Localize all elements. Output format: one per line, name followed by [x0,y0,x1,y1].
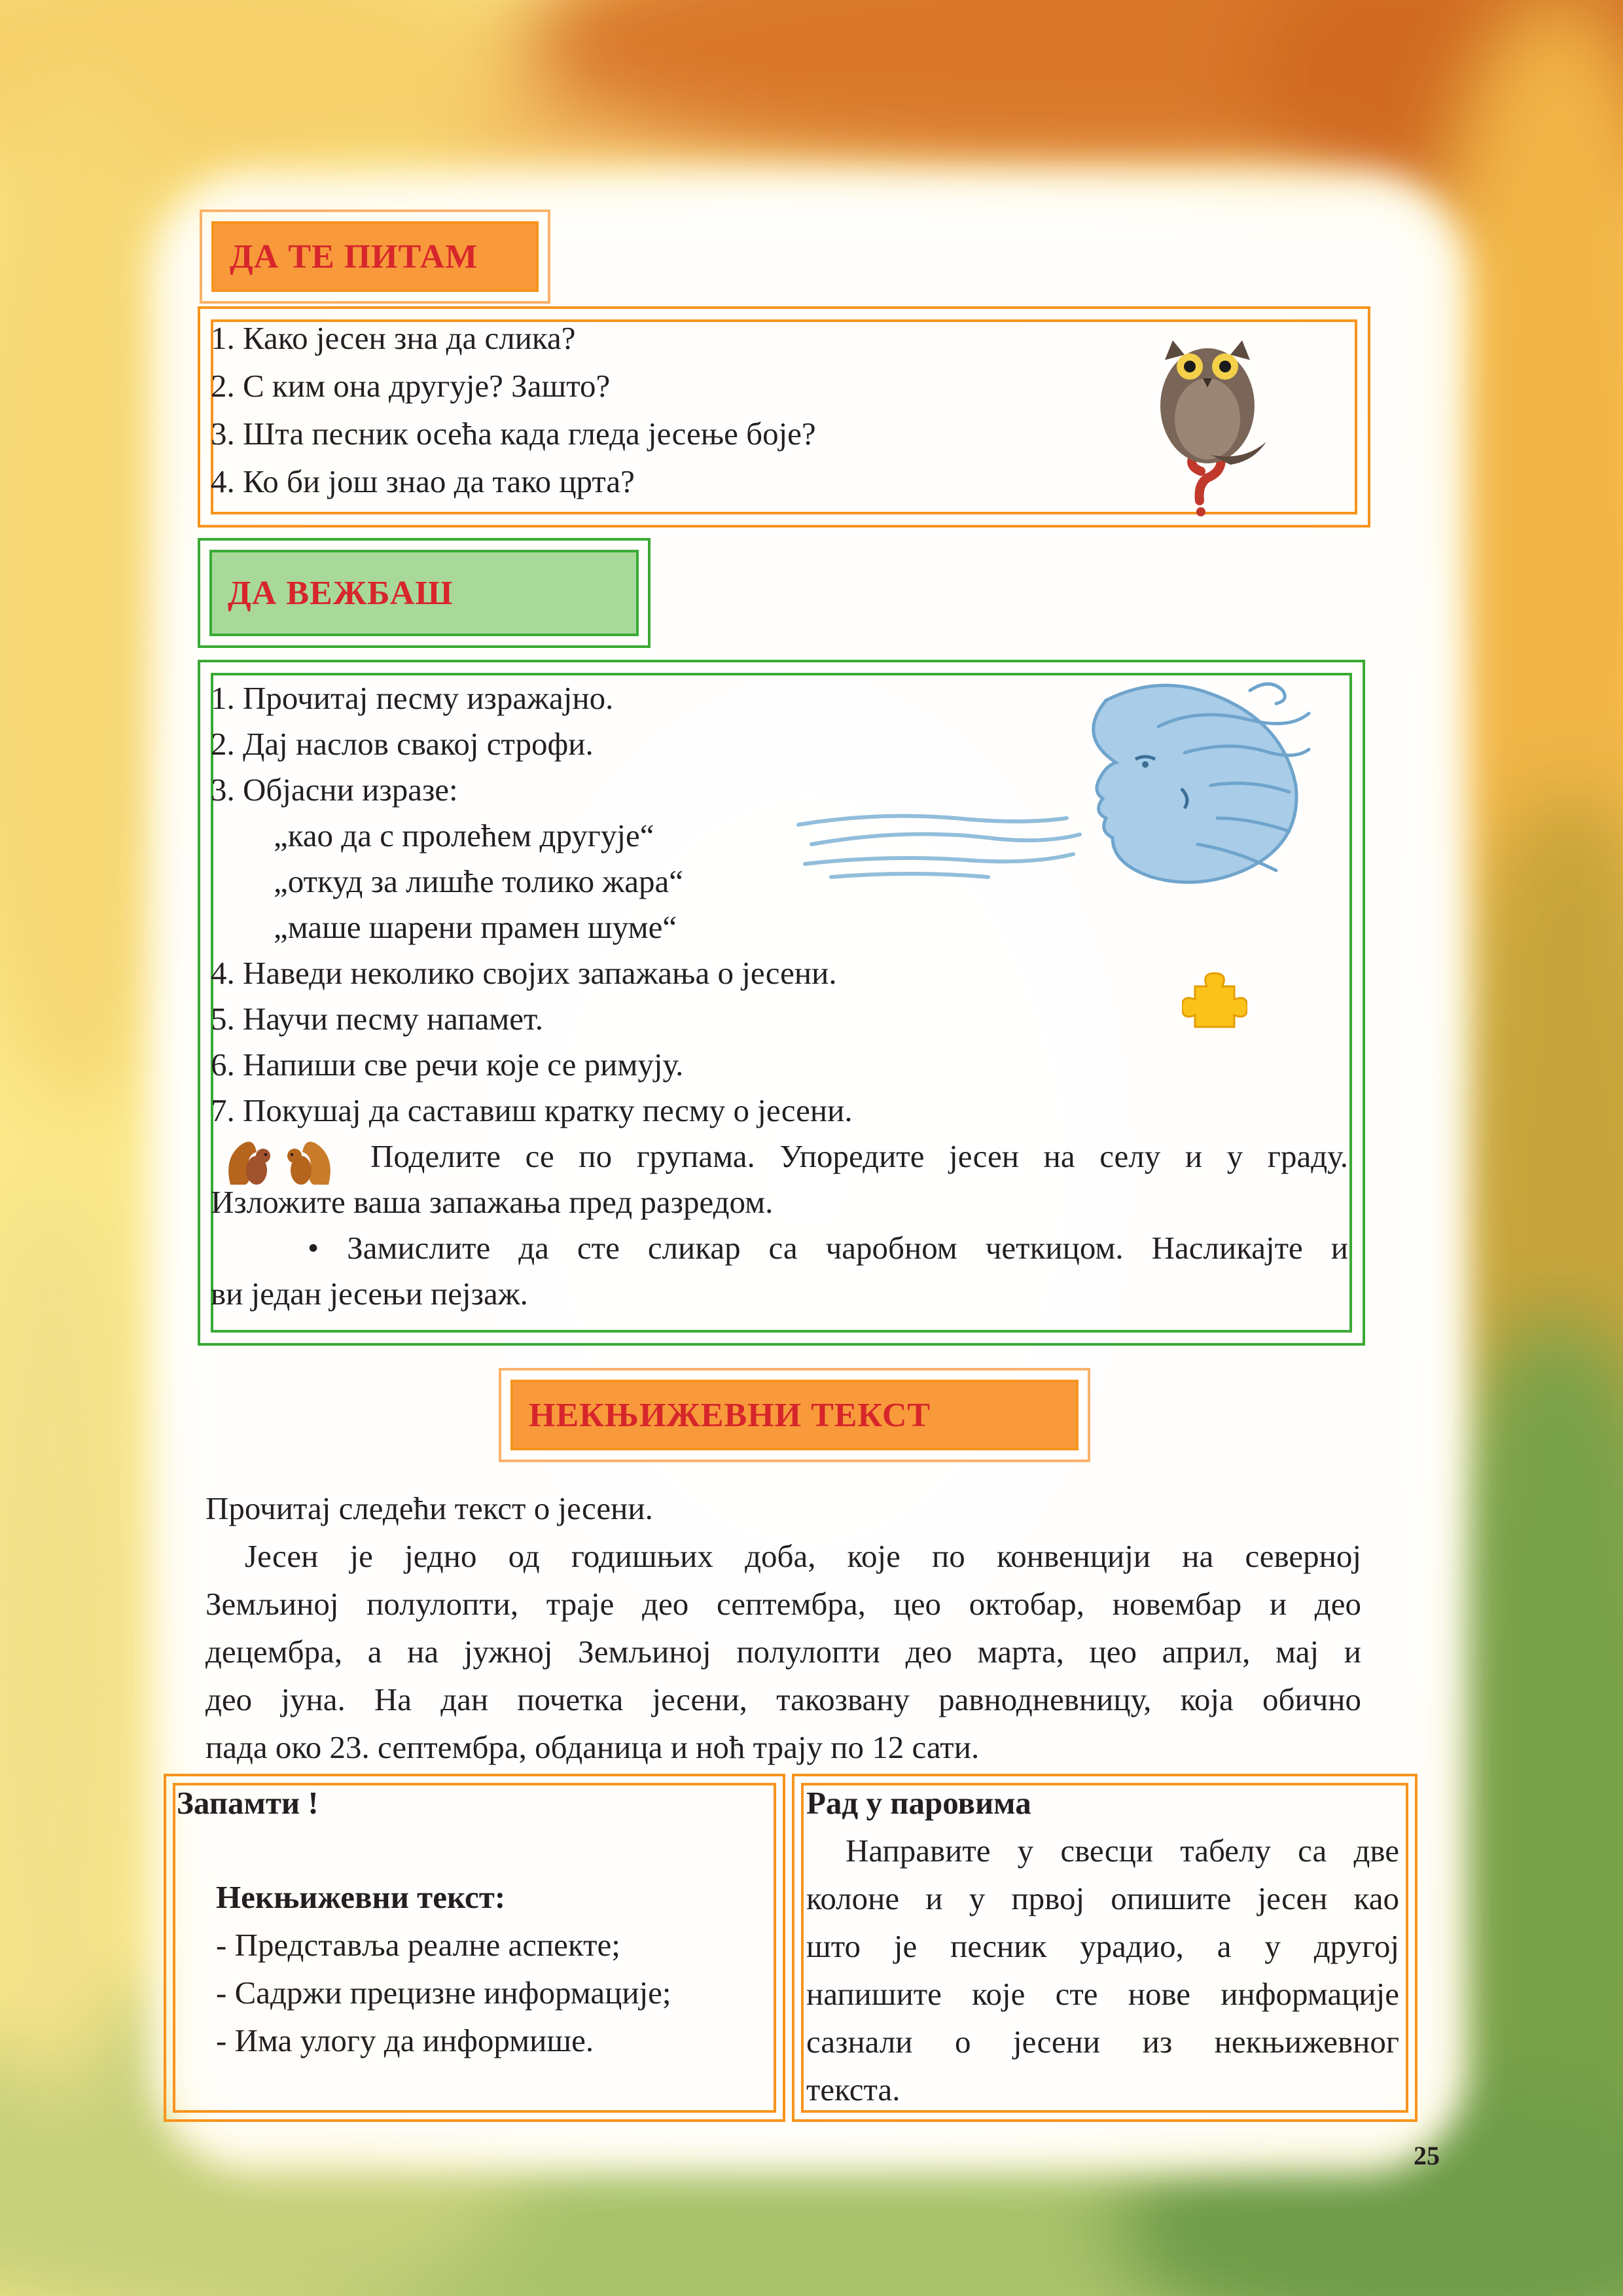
nonfiction-line-4: део јуна. На дан почетка јесени, такозвану равнодневницу, која обично [205,1681,1361,1717]
pairs-title: Рад у паровима [806,1785,1031,1821]
practice-item-1: 1. Прочитај песму изражајно. [211,680,614,716]
group-task-text-1: Поделите се по групама. Упоредите јесен на селу и у граду. [370,1138,1348,1174]
pairs-line-1: Направите у свесци табелу са две [846,1833,1399,1869]
puzzle-piece-icon [1182,970,1247,1035]
nonfiction-line-5: пада око 23. септембра, обданица и ноћ трају по 12 сати. [205,1729,980,1765]
practice-heading-box [198,538,651,648]
wind-face-icon [792,681,1315,897]
owl-question-mark-icon [1139,321,1283,517]
bullet-task-line-2: ви један јесењи пејзаж. [211,1276,528,1312]
question-4: 4. Ко би још знао да тако црта? [211,463,635,499]
question-3: 3. Шта песник осећа када гледа јесење боје? [211,416,816,452]
nonfiction-heading-title: НЕКЊИЖЕВНИ ТЕКСТ [529,1396,931,1434]
bullet-task-text-1: • Замислите да сте сликар са чаробном четкицом. Насликајте и [308,1230,1348,1266]
pairs-line-2: колоне и у првој опишите јесен као [806,1880,1399,1916]
group-task-line-2: Изложите ваша запажања пред разредом. [211,1184,774,1220]
remember-title: Запамти ! [177,1785,319,1821]
ask-heading-box [200,209,550,304]
practice-heading-title: ДА ВЕЖБАШ [228,574,454,612]
remember-item-2: - Садржи прецизне информације; [216,1975,671,2011]
practice-item-6: 6. Напиши све речи које се римују. [211,1047,684,1083]
practice-quote-3: „маше шарени прамен шуме“ [274,909,677,945]
practice-item-7: 7. Покушај да саставиш кратку песму о јесени. [211,1092,853,1128]
nonfiction-heading-box [499,1368,1090,1462]
practice-item-4: 4. Наведи неколико својих запажања о јесени. [211,955,837,991]
practice-heading-inner [209,550,639,636]
bullet-task-line-1 [308,1224,1348,1272]
question-1: 1. Како јесен зна да слика? [211,320,576,356]
pairs-line-5: сазнали о јесени из некњижевног [806,2024,1399,2060]
remember-item-1: - Представља реалне аспекте; [216,1927,620,1963]
remember-subtitle: Некњижевни текст: [216,1879,506,1915]
nonfiction-intro: Прочитај следећи текст о јесени. [205,1490,653,1526]
nonfiction-line-1: Јесен је једно од годишњих доба, које по конвенцији на северној [245,1538,1361,1574]
pairs-line-6: текста. [806,2072,901,2108]
practice-quote-2: „откуд за лишће толико жара“ [274,863,683,899]
pairs-line-4: напишите које сте нове информације [806,1976,1399,2012]
remember-item-3: - Има улогу да информише. [216,2022,594,2058]
group-task-line-1 [370,1132,1348,1180]
question-2: 2. С ким она другује? Зашто? [211,368,611,404]
nonfiction-line-2: Земљиној полулопти, траје део септембра, цео октобар, новембар и део [205,1586,1361,1622]
pairs-line-3: што је песник урадио, а у другој [806,1928,1399,1964]
nonfiction-line-3: децембра, а на јужној Земљиној полулопти део марта, цео април, мај и [205,1634,1361,1670]
practice-item-3: 3. Објасни изразе: [211,772,458,808]
page-number: 25 [1414,2141,1440,2170]
pairs-paragraph [806,1827,1399,2113]
practice-item-2: 2. Дај наслов свакој строфи. [211,726,594,762]
practice-item-5: 5. Научи песму напамет. [211,1001,543,1037]
practice-quote-1: „као да с пролећем другује“ [274,817,654,853]
nonfiction-heading-inner [510,1380,1079,1450]
ask-heading-inner [211,221,539,292]
ask-heading-title: ДА ТЕ ПИТАМ [230,238,478,276]
nonfiction-paragraph [205,1532,1361,1771]
